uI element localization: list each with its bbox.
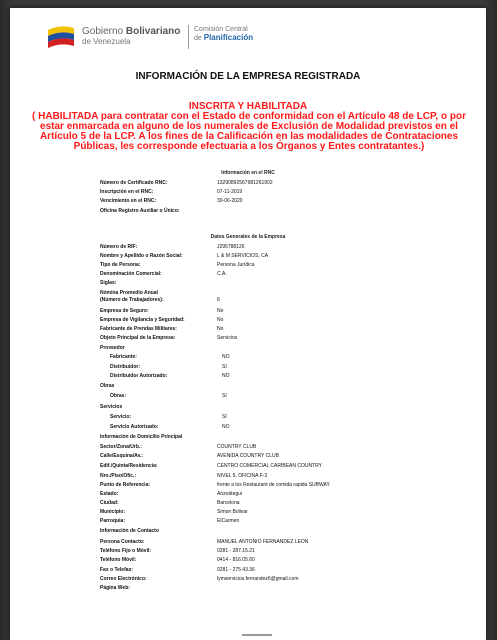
info-row	[10, 539, 486, 547]
info-row	[10, 189, 486, 197]
field-value: SI	[222, 393, 227, 399]
info-row	[10, 198, 486, 206]
field-label: Número de RIF:	[100, 244, 138, 250]
info-row	[10, 208, 486, 216]
status-note: ( HABILITADA para contratar con el Estado de conformidad con el Artículo 48 de LCP, o por estar enmarcada en alguno de los numerales de Exclusión de Modalidad previstos en el Artículo 5 de la LCP. A los fines de la Calificación en las modalidades de Contrataciones Públicas, les corresponde efectuaria a los Órganos y Entes contratantes.)	[32, 111, 466, 152]
field-value: 0414 - 816.05.60	[217, 557, 255, 563]
comision-line1: Comisión Central	[194, 26, 248, 33]
field-label: Fabricante de Prendas Militares:	[100, 326, 177, 332]
info-row	[10, 576, 486, 584]
field-label: Servicio Autorizado:	[110, 424, 159, 430]
info-row	[10, 326, 486, 334]
info-row	[10, 373, 486, 381]
field-value: NIVEL 5, OFICINA F-3	[217, 473, 268, 479]
field-label: Teléfono Fijo o Móvil:	[100, 548, 152, 554]
info-row	[10, 180, 486, 188]
info-row	[10, 463, 486, 471]
field-label: Fabricante:	[110, 354, 137, 360]
info-row	[10, 364, 486, 372]
field-value: Persona Jurídica	[217, 262, 255, 268]
field-label: Información de Domicilio Principal	[100, 434, 183, 440]
section-rnc-heading: Información en el RNC	[221, 170, 275, 176]
info-row	[10, 317, 486, 325]
comision-line2: de	[194, 35, 202, 42]
field-value: Barcelona	[217, 500, 240, 506]
bolivariano-word: Bolivariano	[125, 26, 181, 37]
info-row	[10, 434, 486, 442]
info-row	[10, 262, 486, 270]
field-value: SI	[222, 414, 227, 420]
info-row	[10, 528, 486, 536]
gobierno-title	[82, 26, 180, 37]
field-value: 6	[217, 297, 220, 303]
info-row	[10, 548, 486, 556]
field-label: Distribuidor:	[110, 364, 140, 370]
info-row	[10, 404, 486, 412]
field-value: 07-11-2019	[217, 189, 243, 195]
info-row	[10, 383, 486, 391]
info-row	[10, 297, 486, 305]
field-label: Calle/Esquina/Av.:	[100, 453, 144, 459]
field-value: NO	[222, 354, 230, 360]
info-row	[10, 271, 486, 279]
field-label: Edif./Quinta/Residencia:	[100, 463, 158, 469]
info-row	[10, 280, 486, 288]
field-value: NO	[222, 373, 230, 379]
info-row	[10, 345, 486, 353]
field-value: L & M SERVICIOS, CA	[217, 253, 269, 259]
field-label: Oficina Registro Auxiliar o Único:	[100, 208, 180, 214]
field-value: SI	[222, 364, 227, 370]
field-label: Vencimiento en el RNC:	[100, 198, 157, 204]
section-datos-heading: Datos Generales de la Empresa	[210, 234, 286, 240]
page-title: INFORMACIÓN DE LA EMPRESA REGISTRADA	[135, 71, 361, 82]
info-row	[10, 393, 486, 401]
field-label: Empresa de Seguro:	[100, 308, 149, 314]
info-row	[10, 482, 486, 490]
field-label: Tipo de Persona:	[100, 262, 141, 268]
field-label: Proveedor	[100, 345, 125, 351]
field-value: Servicios	[217, 335, 238, 341]
document-page	[10, 8, 486, 640]
field-label: Empresa de Vigilancia y Seguridad:	[100, 317, 185, 323]
info-row	[10, 244, 486, 252]
field-label: Estado:	[100, 491, 119, 497]
field-value: COUNTRY CLUB	[217, 444, 257, 450]
field-value: ElCarmen	[217, 518, 240, 524]
field-label: Distribuidor Autorizado:	[110, 373, 168, 379]
field-label: Punto de Referencia:	[100, 482, 151, 488]
info-row	[10, 424, 486, 432]
field-value: 30-06-2020	[217, 198, 243, 204]
info-row	[10, 500, 486, 508]
field-label: Nombre y Apellido o Razón Social:	[100, 253, 183, 259]
field-label: Obras:	[110, 393, 127, 399]
letterhead-divider	[188, 25, 189, 49]
field-label: Nómina Promedio Anual	[100, 290, 158, 296]
field-value: AVENIDA COUNTRY CLUB	[217, 453, 279, 459]
field-label: Obras	[100, 383, 115, 389]
field-value: J295788126	[217, 244, 245, 250]
venezuela-flag-icon	[46, 24, 76, 50]
field-value: frente a los Restaurant de comida rapida SUBWAY	[217, 482, 330, 488]
field-label: Objeto Principal de la Empresa:	[100, 335, 176, 341]
gobierno-subtitle: de Venezuela	[82, 37, 131, 46]
field-value: CENTRO COMERCIAL CARIBEAN COUNTRY	[217, 463, 323, 469]
field-label: (Número de Trabajadores):	[100, 297, 164, 303]
field-value: lymservicios.fernandez6@gmail.com	[217, 576, 299, 582]
info-row	[10, 557, 486, 565]
info-row	[10, 253, 486, 261]
field-value: 0281 - 275.43.36	[217, 567, 255, 573]
field-label: Persona Contacto:	[100, 539, 145, 545]
field-label: Número de Certificado RNC:	[100, 180, 168, 186]
field-label: Siglas:	[100, 280, 117, 286]
gobierno-word: Gobierno	[82, 26, 124, 37]
field-label: Municipio:	[100, 509, 125, 515]
field-label: Nro./Piso/Ofic.:	[100, 473, 137, 479]
field-value: 0281 - 287.15.21	[217, 548, 255, 554]
field-label: Información de Contacto	[100, 528, 159, 534]
field-label: Denominación Comercial:	[100, 271, 162, 277]
info-row	[10, 473, 486, 481]
info-row	[10, 585, 486, 593]
field-value: Anzoátegui	[217, 491, 243, 497]
field-label: Página Web:	[100, 585, 130, 591]
info-row	[10, 518, 486, 526]
field-label: Ciudad:	[100, 500, 119, 506]
field-label: Inscripción en el RNC:	[100, 189, 154, 195]
info-row	[10, 509, 486, 517]
field-label: Servicios	[100, 404, 123, 410]
info-row	[10, 335, 486, 343]
info-row	[10, 567, 486, 575]
letterhead	[38, 22, 298, 58]
info-row	[10, 444, 486, 452]
info-row	[10, 308, 486, 316]
field-value: NO	[222, 424, 230, 430]
field-value: Simon Bolivar	[217, 509, 248, 515]
status-title: INSCRITA Y HABILITADA	[188, 101, 308, 112]
field-value: No	[217, 317, 224, 323]
info-row	[10, 354, 486, 362]
info-row	[10, 491, 486, 499]
comision-title	[194, 26, 253, 43]
info-row	[10, 414, 486, 422]
comision-plan: Planificación	[203, 33, 254, 42]
field-label: Teléfono Móvil:	[100, 557, 137, 563]
field-label: Fax o Telefax:	[100, 567, 133, 573]
field-value: No	[217, 308, 224, 314]
page-footer-mark	[242, 634, 272, 636]
info-row	[10, 453, 486, 461]
field-label: Correo Electrónico:	[100, 576, 147, 582]
field-value: C.A.	[217, 271, 227, 277]
field-value: MANUEL ANTONIO FERNANDEZ LEON	[217, 539, 309, 545]
field-value: No	[217, 326, 224, 332]
field-value: 13290892567981261902	[217, 180, 273, 186]
field-label: Sector/Zona/Urb.:	[100, 444, 142, 450]
field-label: Parroquia:	[100, 518, 126, 524]
field-label: Servicio:	[110, 414, 132, 420]
